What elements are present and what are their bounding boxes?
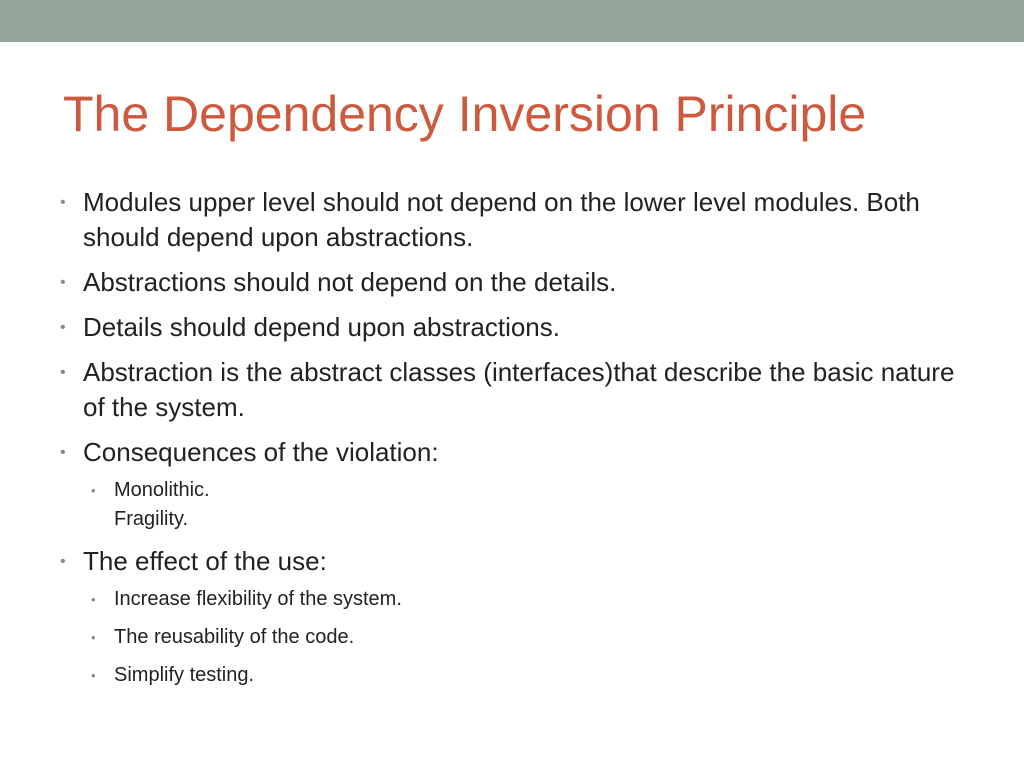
- sub-bullet-marker: •: [91, 483, 96, 498]
- bullet-marker: •: [60, 319, 66, 336]
- sub-bullet-list: [83, 476, 978, 534]
- sub-bullet-marker: •: [91, 668, 96, 683]
- bullet-item: [58, 355, 978, 425]
- sub-bullet-line: Fragility.: [114, 508, 189, 530]
- sub-bullet-item: [83, 585, 978, 614]
- slide-title: The Dependency Inversion Principle: [63, 86, 867, 142]
- bullet-marker: •: [60, 444, 66, 461]
- top-accent-bar: [0, 0, 1024, 42]
- slide-content: [58, 185, 978, 700]
- sub-bullet-line: Monolithic.: [114, 479, 210, 501]
- sub-bullet-item: [83, 476, 978, 534]
- sub-bullet-marker: •: [91, 592, 96, 607]
- bullet-text: Modules upper level should not depend on the lower level modules. Both should depend upon abstractions.: [83, 187, 920, 252]
- bullet-item: [58, 435, 978, 534]
- bullet-item: [58, 544, 978, 690]
- sub-bullet-marker: •: [91, 630, 96, 645]
- sub-bullet-item: [83, 623, 978, 652]
- bullet-marker: •: [60, 364, 66, 381]
- sub-bullet-list: [83, 585, 978, 690]
- bullet-text: Consequences of the violation:: [83, 437, 439, 467]
- bullet-text: Abstraction is the abstract classes (interfaces)that describe the basic nature of the system.: [83, 357, 955, 422]
- sub-bullet-text: The reusability of the code.: [114, 626, 355, 648]
- sub-bullet-text: Simplify testing.: [114, 664, 255, 686]
- bullet-list: [58, 185, 978, 690]
- bullet-item: [58, 310, 978, 345]
- bullet-marker: •: [60, 553, 66, 570]
- bullet-marker: •: [60, 274, 66, 291]
- sub-bullet-text: Increase flexibility of the system.: [114, 588, 402, 610]
- bullet-text: Abstractions should not depend on the details.: [83, 267, 617, 297]
- bullet-text: The effect of the use:: [83, 546, 327, 576]
- bullet-item: [58, 185, 978, 255]
- bullet-text: Details should depend upon abstractions.: [83, 312, 560, 342]
- bullet-marker: •: [60, 194, 66, 211]
- sub-bullet-item: [83, 661, 978, 690]
- bullet-item: [58, 265, 978, 300]
